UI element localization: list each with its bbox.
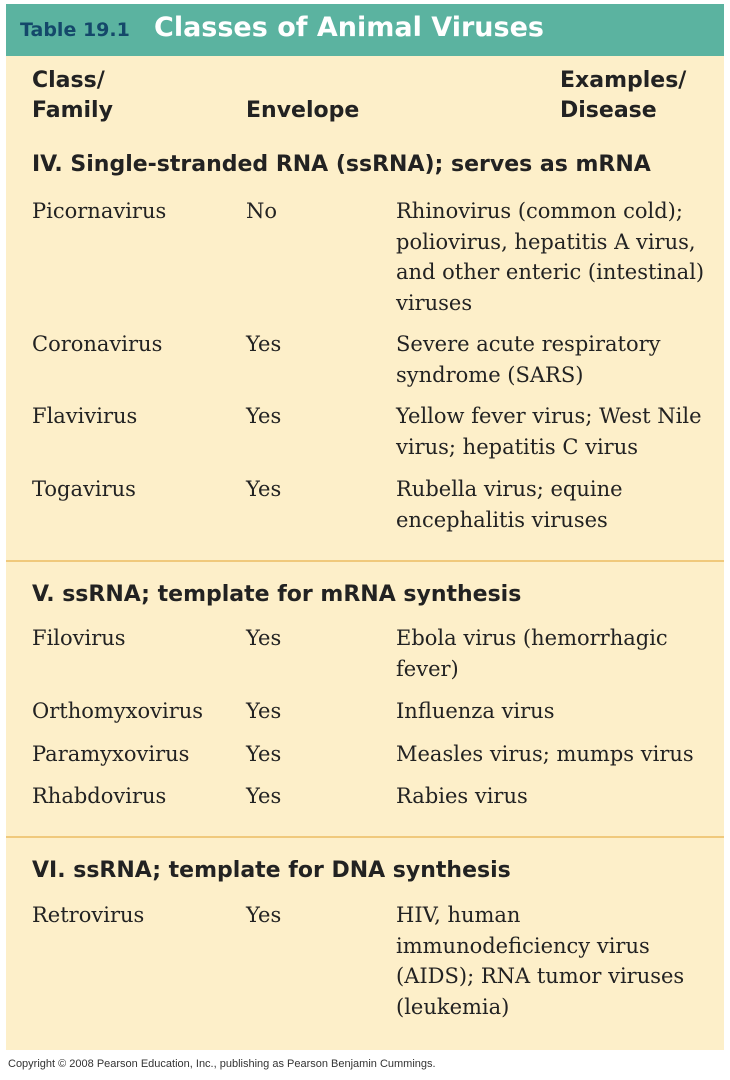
column-header-examples-disease: Examples/ Disease	[560, 68, 687, 123]
envelope-cell: Yes	[246, 404, 282, 428]
family-cell: Flavivirus	[32, 404, 138, 428]
examples-cell: Yellow fever virus; West Nile virus; hepatitis C virus	[396, 404, 702, 459]
examples-cell: Ebola virus (hemorrhagic fever)	[396, 626, 668, 681]
envelope-cell: Yes	[246, 784, 282, 808]
family-cell: Filovirus	[32, 626, 126, 650]
family-cell: Retrovirus	[32, 903, 145, 927]
examples-cell: Severe acute respiratory syndrome (SARS)	[396, 332, 661, 387]
table-title: Classes of Animal Viruses	[154, 12, 544, 43]
envelope-cell: Yes	[246, 742, 282, 766]
examples-cell: Rubella virus; equine encephalitis viruses	[396, 477, 623, 532]
envelope-cell: Yes	[246, 626, 282, 650]
family-cell: Picornavirus	[32, 199, 167, 223]
table-number: Table 19.1	[20, 19, 130, 41]
examples-cell: Rabies virus	[396, 784, 528, 808]
family-cell: Rhabdovirus	[32, 784, 167, 808]
family-cell: Orthomyxovirus	[32, 699, 204, 723]
envelope-cell: Yes	[246, 477, 282, 501]
section-title: V. ssRNA; template for mRNA synthesis	[32, 582, 522, 607]
section-divider	[6, 836, 724, 838]
examples-cell: HIV, human immunodeficiency virus (AIDS); RNA tumor viruses (leukemia)	[396, 903, 685, 1019]
section-title: VI. ssRNA; template for DNA synthesis	[32, 858, 511, 883]
envelope-cell: Yes	[246, 332, 282, 356]
column-header-envelope: Envelope	[246, 98, 360, 123]
section-title: IV. Single-stranded RNA (ssRNA); serves as mRNA	[32, 152, 651, 177]
section-divider	[6, 560, 724, 562]
column-header-class-family: Class/ Family	[32, 68, 113, 123]
envelope-cell: No	[246, 199, 278, 223]
envelope-cell: Yes	[246, 903, 282, 927]
envelope-cell: Yes	[246, 699, 282, 723]
examples-cell: Influenza virus	[396, 699, 555, 723]
examples-cell: Rhinovirus (common cold); poliovirus, hepatitis A virus, and other enteric (intestinal) viruses	[396, 199, 705, 315]
family-cell: Paramyxovirus	[32, 742, 190, 766]
virus-table	[6, 4, 724, 1050]
family-cell: Coronavirus	[32, 332, 163, 356]
table-title-bar	[6, 4, 724, 56]
examples-cell: Measles virus; mumps virus	[396, 742, 694, 766]
copyright-notice: Copyright © 2008 Pearson Education, Inc., publishing as Pearson Benjamin Cummings.	[8, 1058, 436, 1070]
family-cell: Togavirus	[32, 477, 136, 501]
